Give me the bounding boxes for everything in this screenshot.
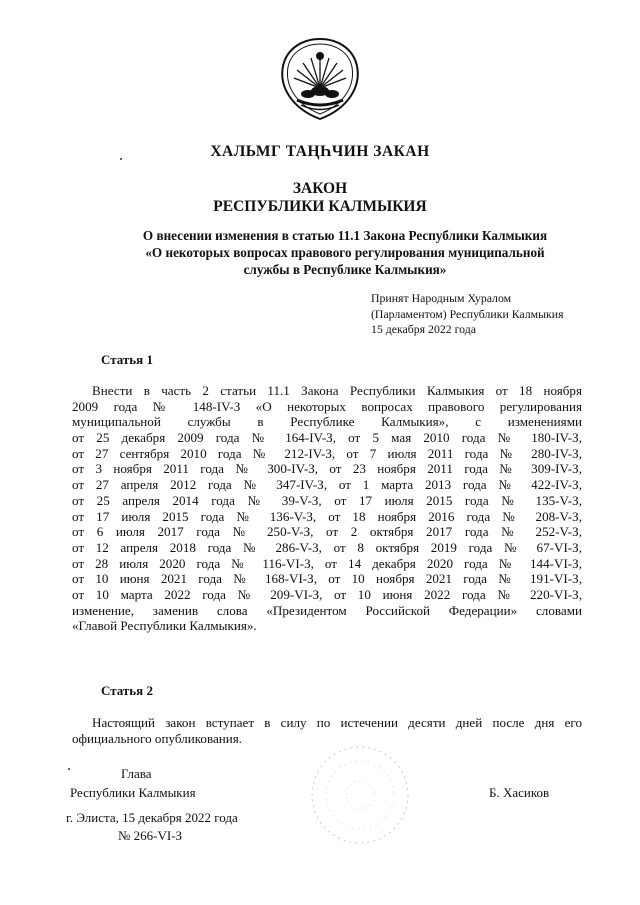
- signatory-title-line1: Глава: [121, 766, 152, 781]
- place-and-date: г. Элиста, 15 декабря 2022 года: [66, 810, 238, 825]
- article1-line: от 27 сентября 2010 года № 212-IV-З, от 7 июля 2011 года № 280-IV-З,: [72, 445, 582, 461]
- coat-of-arms-emblem: [275, 36, 365, 122]
- article1-line: от 17 июля 2015 года № 136-V-З, от 18 ноября 2016 года № 208-V-З,: [72, 508, 582, 524]
- article1-line: от 6 июля 2017 года № 250-V-З, от 2 октября 2017 года № 252-V-З,: [72, 524, 582, 540]
- law-subject: [110, 227, 580, 278]
- law-title: [0, 180, 640, 216]
- article1-text: [72, 383, 582, 634]
- article1-line: от 10 июня 2021 года № 168-VI-З, от 10 ноября 2021 года № 191-VI-З,: [72, 571, 582, 587]
- subject-line1: О внесении изменения в статью 11.1 Закона Республики Калмыкия: [142, 228, 548, 243]
- adoption-note: [371, 291, 601, 338]
- law-title-line1: ЗАКОН: [292, 180, 348, 197]
- article1-line: от 3 ноября 2011 года № 300-IV-З, от 23 ноября 2011 года № 309-IV-З,: [72, 461, 582, 477]
- adoption-line3: 15 декабря 2022 года: [371, 322, 476, 336]
- article1-line: Внести в часть 2 статьи 11.1 Закона Республики Калмыкия от 18 ноября: [92, 383, 582, 398]
- subject-line3: службы в Республике Калмыкия»: [243, 262, 447, 277]
- law-title-line2: РЕСПУБЛИКИ КАЛМЫКИЯ: [213, 198, 427, 215]
- kalmyk-law-title: ХАЛЬМГ ТАҢҺЧИН ЗАКАН: [210, 143, 430, 160]
- article1-line: от 25 апреля 2014 года № 39-V-З, от 17 июля 2015 года № 135-V-З,: [72, 492, 582, 508]
- article1-line: изменение, заменив слова «Президентом Российской Федерации» словами: [72, 602, 582, 618]
- adoption-line1: Принят Народным Хуралом: [371, 291, 512, 305]
- article1-line: муниципальной службы в Республике Калмыкия», с изменениями: [72, 414, 582, 430]
- article2-line: Настоящий закон вступает в силу по истечении десяти дней после дня его: [92, 715, 582, 730]
- article2-line: официального опубликования.: [72, 730, 243, 746]
- article1-line: от 25 декабря 2009 года № 164-IV-З, от 5 мая 2010 года № 180-IV-З,: [72, 430, 582, 446]
- article1-line: от 12 апреля 2018 года № 286-V-З, от 8 октября 2019 года № 67-VI-З,: [72, 539, 582, 555]
- official-seal-icon: [305, 740, 415, 850]
- law-number: № 266-VI-З: [118, 828, 183, 843]
- article1-line: от 10 марта 2022 года № 209-VI-З, от 10 июня 2022 года № 220-VI-З,: [72, 586, 582, 602]
- signatory-title-line2: Республики Калмыкия: [70, 785, 196, 800]
- adoption-line2: (Парламентом) Республики Калмыкия: [371, 306, 564, 321]
- speck-mark: [68, 768, 70, 770]
- article1-heading: Статья 1: [101, 352, 153, 367]
- article1-line: от 28 июля 2020 года № 116-VI-З, от 14 декабря 2020 года № 144-VI-З,: [72, 555, 582, 571]
- article2-heading: Статья 2: [101, 683, 153, 698]
- signatory-name: Б. Хасиков: [489, 785, 550, 800]
- article1-line: 2009 года № 148-IV-З «О некоторых вопросах правового регулирования: [72, 398, 582, 414]
- subject-line2: «О некоторых вопросах правового регулирования муниципальной: [145, 245, 545, 260]
- article1-line: от 27 апреля 2012 года № 347-IV-З, от 1 марта 2013 года № 422-IV-З,: [72, 477, 582, 493]
- article1-line: «Главой Республики Калмыкия».: [72, 618, 257, 634]
